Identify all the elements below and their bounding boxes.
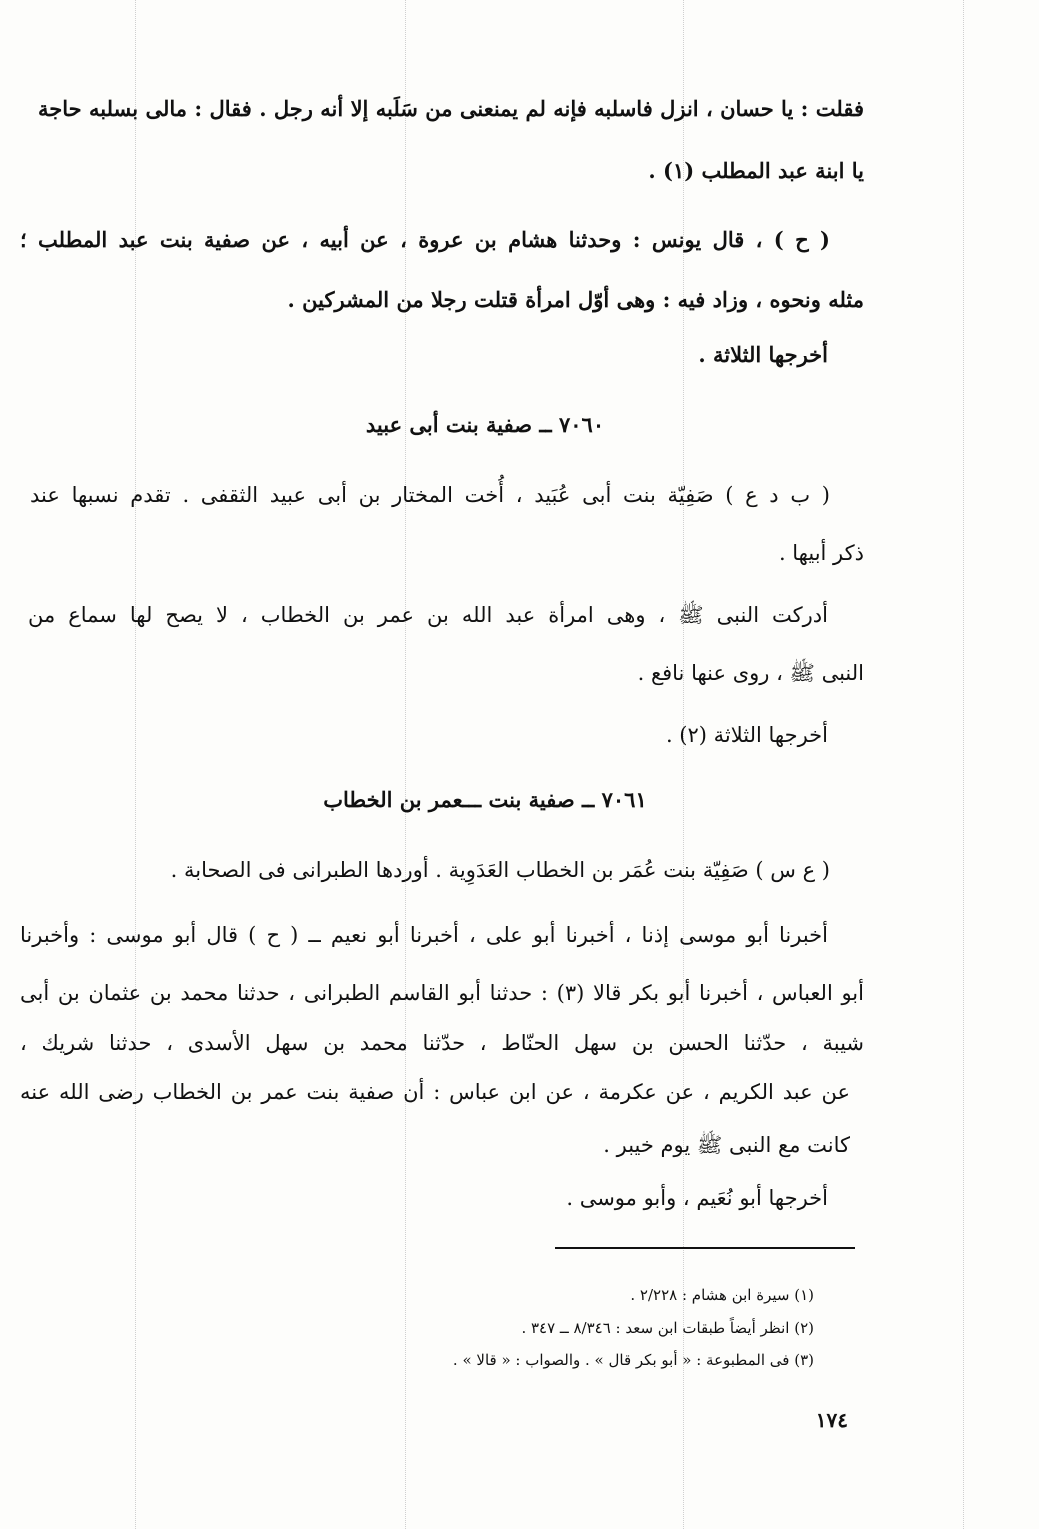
entry-heading-7061: ٧٠٦١ ــ صفية بنت ـــعمر بن الخطاب	[323, 787, 647, 812]
text-line: ( ح ) ، قال يونس : وحدثنا هشام بن عروة ، عن أبيه ، عن صفية بنت عبد المطلب ؛	[20, 227, 830, 252]
text-line: فقلت : يا حسان ، انزل فاسلبه فإنه لم يمنعنى من سَلَبه إلا أنه رجل . فقال : مالى بسلبه حاجة	[38, 96, 864, 121]
text-line: أخرجها أبو نُعَيم ، وأبو موسى .	[566, 1186, 828, 1210]
text-line: كانت مع النبى ﷺ يوم خيبر .	[603, 1133, 850, 1157]
text-line: أبو العباس ، أخبرنا أبو بكر قالا (٣) : حدثنا أبو القاسم الطبرانى ، حدثنا محمد بن عثمان بن أبى	[20, 981, 864, 1005]
text-line: أخرجها الثلاثة .	[698, 342, 828, 367]
text-line: أدركت النبى ﷺ ، وهى امرأة عبد الله بن عمر بن الخطاب ، لا يصح لها سماع من	[28, 603, 828, 627]
page-number: ١٧٤	[815, 1408, 848, 1432]
text-line: النبى ﷺ ، روى عنها نافع .	[637, 661, 864, 685]
text-line: أخرجها الثلاثة (٢) .	[665, 723, 828, 747]
text-line: عن عبد الكريم ، عن عكرمة ، عن ابن عباس : أن صفية بنت عمر بن الخطاب رضى الله عنه	[20, 1080, 850, 1104]
text-line: ( ع س ) صَفِيّة بنت عُمَر بن الخطاب العَدَوِية . أوردها الطبرانى فى الصحابة .	[170, 858, 830, 882]
scan-artifact-line	[963, 0, 964, 1529]
footnote: (٢) انظر أيضاً طبقات ابن سعد : ٨/٣٤٦ ــ ٣٤٧ .	[521, 1319, 814, 1337]
text-line: ( ب د ع ) صَفِيّة بنت أبى عُبَيد ، أُخت المختار بن أبى عبيد الثقفى . تقدم نسبها عند	[30, 483, 830, 507]
text-line: يا ابنة عبد المطلب (١) .	[648, 158, 864, 183]
text-line: أخبرنا أبو موسى إذنا ، أخبرنا أبو على ، أخبرنا أبو نعيم ــ ( ح ) قال أبو موسى : وأخبرنا	[20, 923, 828, 947]
text-line: مثله ونحوه ، وزاد فيه : وهى أوّل امرأة قتلت رجلا من المشركين .	[287, 287, 864, 312]
text-line: شيبة ، حدّثنا الحسن بن سهل الحنّاط ، حدّثنا محمد بن سهل الأسدى ، حدثنا شريك ،	[20, 1031, 864, 1055]
footnote: (٣) فى المطبوعة : « أبو بكر قال » . والصواب : « قالا » .	[452, 1351, 814, 1369]
footnote-separator	[555, 1247, 855, 1249]
footnote: (١) سيرة ابن هشام : ٢/٢٢٨ .	[630, 1286, 814, 1304]
entry-heading-7060: ٧٠٦٠ ــ صفية بنت أبى عبيد	[365, 412, 605, 437]
text-line: ذكر أبيها .	[778, 541, 864, 565]
